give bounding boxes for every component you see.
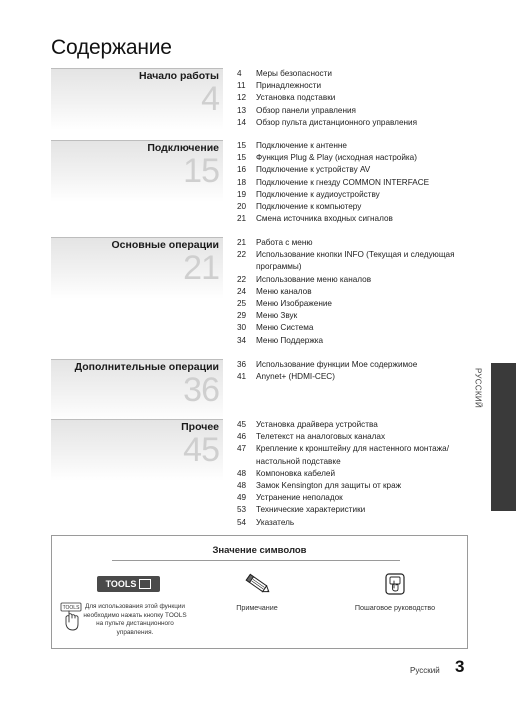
toc-item-page: 15 (237, 141, 247, 150)
toc-item-text: Указатель (256, 517, 295, 527)
section-page-number: 45 (183, 431, 219, 469)
toc-item[interactable] (237, 201, 463, 213)
toc-item-page: 21 (237, 238, 247, 247)
toc-item-text: Использование функции Мое содержимое (256, 360, 418, 369)
toc-item[interactable] (237, 274, 463, 286)
toc-item-page: 16 (237, 165, 247, 175)
language-tab-label (470, 364, 486, 412)
toc-item[interactable] (237, 492, 463, 504)
toc-item-text: Замок Kensington для защиты от краж (256, 481, 402, 491)
toc-item[interactable] (237, 249, 463, 273)
footer-language: Русский (410, 666, 440, 675)
toc-item-page: 29 (237, 311, 247, 321)
section-header (51, 68, 223, 130)
toc-item[interactable] (237, 419, 463, 431)
toc-item-text: Меню Система (256, 323, 314, 333)
toc-item-page: 12 (237, 93, 247, 103)
section-page-number: 21 (183, 249, 219, 287)
section-header (51, 359, 223, 421)
toc-item[interactable] (237, 68, 463, 80)
toc-item-text: Подключение к гнезду COMMON INTERFACE (256, 177, 430, 187)
section-title: Прочее (181, 421, 219, 433)
toc-item[interactable] (237, 189, 463, 201)
toc-item[interactable] (237, 371, 463, 383)
toc-item[interactable] (237, 80, 463, 92)
toc-item-text: Крепление к кронштейну для настенного монтажа/ настольной подставке (256, 444, 449, 466)
section-item-list (237, 68, 463, 129)
toc-section-advanced-operations (51, 359, 463, 421)
toc-item-text: Технические характеристики (256, 505, 366, 515)
section-page-number: 15 (183, 152, 219, 190)
toc-item-text: Установка подставки (256, 93, 336, 103)
toc-item[interactable] (237, 286, 463, 298)
toc-item-page: 48 (237, 481, 247, 491)
toc-item-page: 21 (237, 214, 247, 224)
toc-item-text: Установка драйвера устройства (256, 420, 378, 429)
section-page-number: 36 (183, 371, 219, 409)
toc-item-page: 14 (237, 117, 247, 127)
toc-item-page: 54 (237, 517, 247, 527)
toc-item-text: Меню Поддержка (256, 335, 324, 345)
toc-item[interactable] (237, 213, 463, 225)
section-title: Начало работы (139, 70, 219, 82)
toc-item-text: Подключение к антенне (256, 141, 347, 150)
section-item-list (237, 359, 463, 383)
section-title: Основные операции (111, 239, 219, 251)
toc-item-page: 48 (237, 468, 247, 478)
toc-item-page: 34 (237, 335, 247, 345)
toc-item[interactable] (237, 359, 463, 371)
toc-item-text: Использование меню каналов (256, 274, 372, 284)
toc-item[interactable] (237, 480, 463, 492)
section-page-number: 4 (201, 80, 219, 118)
toc-item-page: 36 (237, 360, 247, 369)
toc-item-page: 4 (237, 69, 242, 78)
toc-item[interactable] (237, 117, 463, 129)
toc-item-page: 41 (237, 372, 247, 382)
toc-item[interactable] (237, 164, 463, 176)
toc-item[interactable] (237, 431, 463, 443)
toc-item-text: Телетекст на аналоговых каналах (256, 432, 386, 442)
toc-item[interactable] (237, 140, 463, 152)
section-title: Дополнительные операции (74, 361, 219, 373)
toc-item-page: 20 (237, 202, 247, 212)
toc-item-text: Обзор панели управления (256, 105, 356, 115)
toc-item-page: 53 (237, 505, 247, 515)
toc-item-text: Работа с меню (256, 238, 313, 247)
toc-item-page: 25 (237, 299, 247, 309)
page-number: 3 (455, 657, 465, 676)
toc-item[interactable] (237, 237, 463, 249)
toc-item-page: 19 (237, 189, 247, 199)
toc-item[interactable] (237, 152, 463, 164)
toc-item-text: Подключение к устройству AV (256, 165, 371, 175)
language-side-tab[interactable] (491, 363, 516, 511)
toc-item-page: 47 (237, 444, 247, 454)
tools-button-icon (97, 576, 160, 592)
symbols-legend (51, 535, 468, 649)
toc-section-getting-started (51, 68, 463, 130)
toc-item[interactable] (237, 335, 463, 347)
toc-item-text: Anynet+ (HDMI-CEC) (256, 372, 335, 382)
section-header (51, 237, 223, 299)
toc-item[interactable] (237, 322, 463, 334)
toc-item[interactable] (237, 443, 463, 467)
toc-section-other (51, 419, 463, 529)
toc-item-page: 18 (237, 177, 247, 187)
guide-label: Пошаговое руководство (354, 603, 436, 612)
section-header (51, 419, 223, 481)
toc-item-text: Подключение к аудиоустройству (256, 189, 380, 199)
legend-divider (112, 560, 400, 561)
toc-item[interactable] (237, 468, 463, 480)
section-item-list (237, 419, 463, 529)
toc-item[interactable] (237, 310, 463, 322)
tools-button-label: TOOLS (105, 579, 137, 589)
toc-item-page: 49 (237, 493, 247, 503)
toc-section-basic-operations (51, 237, 463, 349)
toc-item-text: Меры безопасности (256, 69, 332, 78)
toc-item-text: Меню Изображение (256, 299, 332, 309)
page-title: Содержание (51, 36, 172, 59)
toc-item-page: 22 (237, 274, 247, 284)
toc-item-text: Меню каналов (256, 286, 312, 296)
step-guide-icon (385, 573, 405, 595)
hand-icon-label: TOOLS (62, 605, 80, 611)
toc-item-text: Использование кнопки INFO (Текущая и следующая программы) (256, 250, 455, 272)
toc-item[interactable] (237, 517, 463, 529)
toc-item-page: 46 (237, 432, 247, 442)
toc-item-page: 22 (237, 250, 247, 260)
tools-box-icon (139, 579, 151, 589)
toc-item-page: 45 (237, 420, 247, 429)
toc-item-text: Принадлежности (256, 81, 322, 91)
toc-item-text: Обзор пульта дистанционного управления (256, 117, 418, 127)
toc-item-page: 15 (237, 153, 247, 163)
hand-press-icon (60, 602, 82, 632)
toc-item-page: 24 (237, 286, 247, 296)
toc-item-text: Подключение к компьютеру (256, 202, 362, 212)
legend-title: Значение символов (212, 545, 307, 556)
pencil-note-icon (242, 570, 272, 598)
toc-item[interactable] (237, 177, 463, 189)
toc-item[interactable] (237, 298, 463, 310)
note-label: Примечание (236, 603, 278, 612)
toc-item[interactable] (237, 92, 463, 104)
toc-item-text: Меню Звук (256, 311, 298, 321)
toc-item-text: Компоновка кабелей (256, 468, 336, 478)
toc-item-text: Устранение неполадок (256, 493, 343, 503)
toc-item-page: 13 (237, 105, 247, 115)
toc-item-text: Смена источника входных сигналов (256, 214, 393, 224)
language-tab-text: РУССКИЙ (473, 367, 483, 409)
section-title: Подключение (147, 142, 219, 154)
toc-section-connections (51, 140, 463, 228)
toc-item-page: 30 (237, 323, 247, 333)
toc-item[interactable] (237, 105, 463, 117)
section-header (51, 140, 223, 202)
section-item-list (237, 140, 463, 225)
toc-item[interactable] (237, 504, 463, 516)
tools-description: Для использования этой функции необходимо нажать кнопку TOOLS на пульте дистанционного управления. (83, 603, 187, 636)
section-item-list (237, 237, 463, 347)
toc-item-text: Функция Plug & Play (исходная настройка) (256, 153, 417, 163)
toc-item-page: 11 (237, 81, 246, 91)
